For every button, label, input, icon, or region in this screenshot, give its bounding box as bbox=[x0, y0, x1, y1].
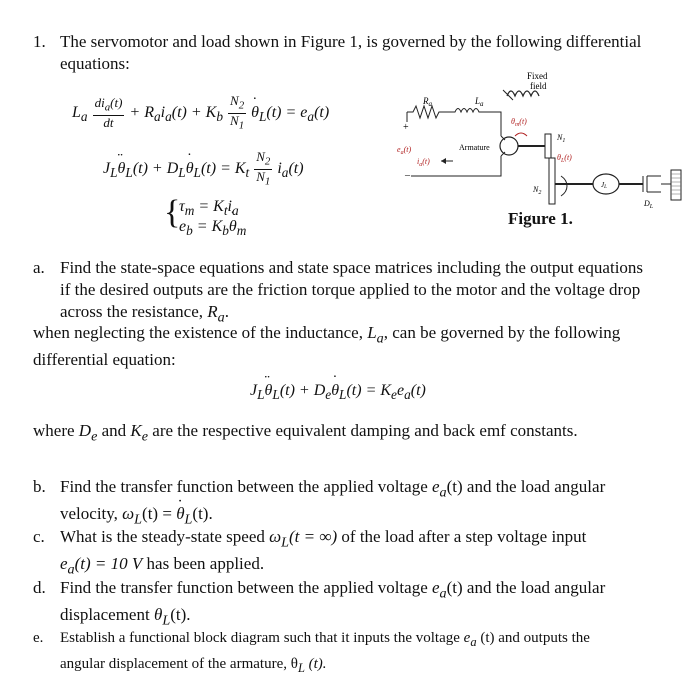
eq2-n2-sub: 2 bbox=[264, 155, 271, 168]
equation-1 bbox=[72, 94, 329, 132]
part-a-letter: a. bbox=[33, 258, 45, 277]
fixed-field-line1: Fixed bbox=[527, 71, 548, 81]
part-e-text bbox=[60, 627, 672, 679]
theta-m-arrow bbox=[515, 133, 527, 136]
eq1-rhs: (t) = e bbox=[266, 103, 308, 121]
jl-label: JL bbox=[601, 181, 607, 190]
eq2-theta2-sub: L bbox=[193, 164, 201, 180]
eq4-theta-ddot: ¨ θ bbox=[265, 382, 273, 399]
eq1-ia: i bbox=[160, 103, 166, 121]
theta-m-label: $\theta_m(t)$ bbox=[511, 117, 527, 128]
eq3-eb-sub: b bbox=[186, 223, 193, 239]
neglect-line2: differential equation: bbox=[33, 350, 176, 370]
part-b-theta-sub: L bbox=[184, 511, 193, 528]
part-c-line1-prefix: What is the steady-state speed bbox=[60, 527, 270, 546]
part-e-theta: θ bbox=[290, 656, 298, 672]
theta-l-arc bbox=[561, 176, 567, 196]
eq4-theta2-sub: L bbox=[339, 387, 347, 403]
part-b-line2-eq: (t) = bbox=[142, 504, 177, 524]
load-damper bbox=[643, 176, 661, 192]
ia-arrow-head bbox=[441, 158, 446, 164]
eq2-j: J bbox=[103, 159, 111, 177]
part-a-text bbox=[60, 257, 672, 328]
part-c-omega: ω bbox=[269, 527, 282, 546]
part-b-ea: e bbox=[432, 477, 440, 496]
eq2-n1-sub: 1 bbox=[264, 175, 271, 188]
eq4-rhs: (t) = K bbox=[346, 382, 392, 399]
ia-label: $i_a(t)$ bbox=[417, 157, 430, 168]
part-d-theta: θ bbox=[153, 605, 163, 625]
eq2-theta1-sub: L bbox=[125, 164, 133, 180]
eq4-k-sub: e bbox=[391, 387, 397, 403]
eq4-tail: (t) bbox=[410, 382, 426, 399]
where-de: D bbox=[78, 421, 92, 440]
part-d-line2-prefix: displacement bbox=[60, 605, 154, 625]
part-b-letter: b. bbox=[33, 477, 46, 496]
part-a-line3-suffix: . bbox=[224, 302, 229, 321]
eq4-e-sub: a bbox=[404, 387, 411, 403]
equation-2 bbox=[103, 150, 304, 188]
fixed-field-line2: field bbox=[530, 81, 547, 91]
part-c-letter: c. bbox=[33, 527, 45, 546]
eq3-brace: { bbox=[164, 194, 181, 231]
neglect-la-sub: a bbox=[376, 330, 384, 347]
part-e-ea-sub: a bbox=[470, 635, 477, 649]
eq2-n1: N bbox=[256, 168, 265, 184]
eq4-j-sub: L bbox=[257, 387, 265, 403]
eq1-dt: dt bbox=[103, 114, 114, 130]
part-b-theta-dot: ˙ θ bbox=[176, 504, 184, 523]
eq1-kb: (t) + K bbox=[171, 103, 217, 121]
load-inertia bbox=[593, 174, 619, 194]
gear-n2 bbox=[549, 158, 555, 204]
eq3-theta-sub: m bbox=[236, 223, 247, 239]
part-e-line2-prefix: angular displacement of the armature, bbox=[60, 656, 291, 672]
eq2-tail: (t) bbox=[288, 159, 304, 177]
eq4-theta-dot: ˙ θ bbox=[331, 382, 339, 399]
part-d-letter: d. bbox=[33, 578, 46, 597]
part-a-line1: Find the state-space equations and state space matrices including the output equations bbox=[60, 258, 644, 277]
minus-sign: – bbox=[405, 170, 410, 181]
part-b-omega-sub: L bbox=[134, 511, 143, 528]
eq4-d-sub: e bbox=[325, 387, 332, 403]
part-c-ea-sub: a bbox=[67, 561, 75, 578]
ra-label: $R_a$ bbox=[423, 96, 432, 108]
eq1-di: di bbox=[94, 95, 105, 111]
neglect-line1-prefix: when neglecting the existence of the inductance, bbox=[33, 323, 368, 342]
eq1-n2-sub: 2 bbox=[238, 99, 245, 112]
eq1-l: L bbox=[72, 103, 81, 121]
theta-l-label: $\theta_L(t)$ bbox=[557, 153, 572, 164]
eq1-ra: + R bbox=[129, 103, 154, 121]
eq1-n1: N bbox=[230, 112, 239, 128]
part-d-text bbox=[60, 577, 672, 632]
plus-sign: + bbox=[403, 122, 409, 133]
part-c-line2-eq: (t) = 10 V bbox=[74, 554, 143, 574]
eq1-n2: N bbox=[230, 93, 239, 108]
part-b-ea-sub: a bbox=[439, 484, 447, 501]
part-a-line2: if the desired outputs are the friction torque applied to the motor and the voltage drop bbox=[60, 280, 641, 299]
part-c-text bbox=[60, 526, 672, 581]
eq2-mid: (t) + D bbox=[132, 159, 179, 177]
problem-number: 1. bbox=[33, 32, 46, 51]
eq4-theta1-sub: L bbox=[272, 387, 280, 403]
part-c-line1-suffix: of the load after a step voltage input bbox=[337, 527, 587, 546]
part-a-ra: R bbox=[207, 302, 218, 321]
where-ke: K bbox=[130, 421, 142, 440]
part-e-line1-prefix: Establish a functional block diagram such that it inputs the voltage bbox=[60, 630, 464, 646]
part-e-theta-sub: L bbox=[297, 661, 305, 675]
equation-3-line2 bbox=[179, 218, 246, 239]
eq3-kb: = K bbox=[192, 218, 223, 235]
part-e-letter: e. bbox=[33, 630, 44, 646]
eq3-kt-sub: t bbox=[223, 203, 228, 219]
eq2-theta-dot: ˙ θ bbox=[186, 160, 194, 177]
eq1-n1-sub: 1 bbox=[238, 119, 245, 132]
part-d-theta-sub: L bbox=[162, 612, 171, 629]
where-prefix: where bbox=[33, 421, 79, 440]
eq1-gear-ratio bbox=[228, 94, 246, 132]
where-and: and bbox=[97, 421, 131, 440]
part-b-line2-tail: (t). bbox=[192, 504, 213, 524]
part-d-line1-prefix: Find the transfer function between the applied voltage bbox=[60, 578, 432, 597]
eq1-rhs-end: (t) bbox=[314, 103, 330, 121]
dl-label: $D_L$ bbox=[644, 199, 654, 210]
la-label: $L_a$ bbox=[475, 96, 484, 108]
fixed-wall bbox=[671, 170, 681, 200]
part-d-ea: e bbox=[432, 578, 440, 597]
equation-4 bbox=[250, 382, 426, 403]
eq1-ra-sub: a bbox=[153, 108, 161, 124]
part-b-line2-prefix: velocity, bbox=[60, 504, 123, 524]
ea-label: $e_a(t)$ bbox=[397, 145, 412, 156]
part-e-line1-suffix: (t) and outputs the bbox=[476, 630, 590, 646]
part-e-line2-tail: (t). bbox=[304, 656, 327, 672]
armature-circle bbox=[500, 137, 518, 155]
eq1-kb-sub: b bbox=[216, 108, 224, 124]
eq4-mid: (t) + D bbox=[279, 382, 326, 399]
eq3-kb-sub: b bbox=[222, 223, 229, 239]
eq2-kt-sub: t bbox=[245, 164, 250, 180]
neglect-paragraph bbox=[33, 322, 673, 371]
eq1-theta-dot: ˙ θ bbox=[251, 104, 259, 121]
eq1-rhs-sub: a bbox=[307, 108, 315, 124]
inductor-la bbox=[449, 109, 501, 137]
eq4-j: J bbox=[250, 382, 258, 399]
where-paragraph bbox=[33, 420, 673, 447]
eq2-j-sub: L bbox=[110, 164, 118, 180]
eq2-end: (t) = K bbox=[200, 159, 246, 177]
eq3-kt: = K bbox=[194, 198, 224, 215]
eq4-e: e bbox=[396, 382, 405, 399]
eq2-gear-ratio bbox=[254, 150, 272, 188]
eq3-theta-dot: ˙ θ bbox=[229, 218, 237, 235]
part-d-ea-sub: a bbox=[439, 585, 447, 602]
where-ke-sub: e bbox=[141, 428, 149, 445]
eq1-derivative bbox=[93, 96, 125, 130]
neglect-line1-suffix: , can be governed by the following bbox=[383, 323, 621, 342]
armature-label: Armature bbox=[459, 143, 490, 152]
eq3-i: i bbox=[227, 198, 232, 215]
figure-caption: Figure 1. bbox=[508, 209, 573, 228]
part-c-arg: (t = ∞) bbox=[289, 527, 338, 546]
neglect-la: L bbox=[367, 323, 377, 342]
part-e-ea: e bbox=[463, 630, 471, 646]
part-b-line1-suffix: (t) and the load angular bbox=[446, 477, 606, 496]
gear-n1 bbox=[545, 134, 551, 158]
part-b-text bbox=[60, 476, 672, 531]
fixed-field-coil bbox=[507, 91, 539, 96]
where-suffix: are the respective equivalent damping and back emf constants. bbox=[148, 421, 578, 440]
problem-intro-line2: equations: bbox=[60, 54, 130, 73]
eq3-tau-sub: m bbox=[184, 203, 195, 219]
part-d-line1-suffix: (t) and the load angular bbox=[446, 578, 606, 597]
eq2-d-sub: L bbox=[178, 164, 186, 180]
eq3-eb: e bbox=[179, 218, 187, 235]
n1-label: $N_1$ bbox=[557, 133, 566, 144]
eq1-l-sub: a bbox=[80, 108, 88, 124]
problem-intro-line1: The servomotor and load shown in Figure 1, is governed by the following differential bbox=[60, 32, 642, 51]
eq2-theta-ddot: ¨ θ bbox=[118, 160, 126, 177]
part-c-ea: e bbox=[60, 554, 68, 574]
eq3-tau: τ bbox=[179, 198, 185, 215]
part-d-line2-tail: (t). bbox=[170, 605, 191, 625]
eq1-ia-sub: a bbox=[165, 108, 172, 124]
part-b-line1-prefix: Find the transfer function between the applied voltage bbox=[60, 477, 432, 496]
eq2-i: i bbox=[277, 159, 282, 177]
n2-label: $N_2$ bbox=[533, 185, 542, 196]
where-de-sub: e bbox=[91, 428, 98, 445]
eq3-i-sub: a bbox=[232, 203, 239, 219]
eq2-i-sub: a bbox=[281, 164, 289, 180]
part-a-line3-prefix: across the resistance, bbox=[60, 302, 208, 321]
part-c-omega-sub: L bbox=[281, 534, 290, 551]
eq1-theta-sub: L bbox=[258, 108, 267, 124]
eq1-di-tail: (t) bbox=[110, 95, 123, 111]
part-b-omega: ω bbox=[122, 504, 135, 524]
part-c-line2-suffix: has been applied. bbox=[142, 554, 265, 574]
eq1-di-sub: a bbox=[104, 101, 111, 114]
eq2-n2: N bbox=[256, 149, 265, 164]
part-a-ra-sub: a bbox=[217, 309, 225, 326]
